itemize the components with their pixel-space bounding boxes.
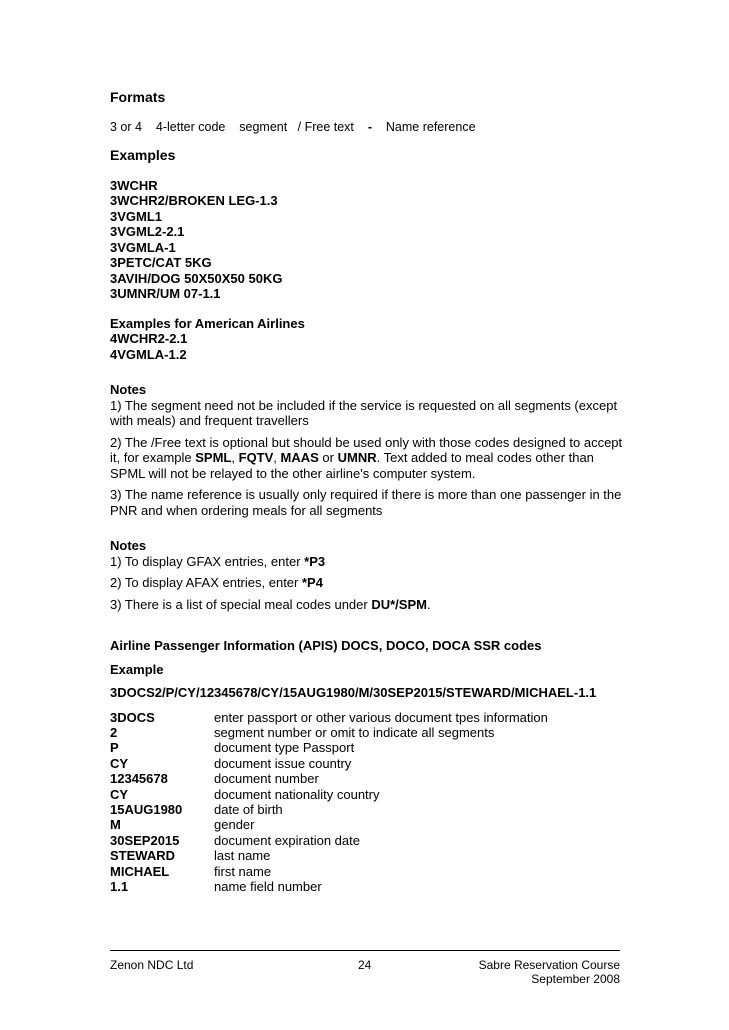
apis-desc: segment number or omit to indicate all segments: [214, 724, 495, 740]
formats-line: [110, 120, 630, 136]
apis-table: [110, 710, 630, 895]
note-text-part: 1) To display GFAX entries, enter: [110, 553, 305, 569]
apis-field: 1.1: [110, 878, 129, 894]
notes-section-1: [110, 382, 630, 518]
format-part: Name reference: [385, 120, 476, 134]
apis-field: 15AUG1980: [110, 801, 183, 817]
footer-course: [479, 958, 620, 986]
note-text-part: or: [318, 450, 338, 465]
note-text: [110, 575, 630, 591]
note-text: [110, 597, 630, 613]
apis-desc: document type Passport: [214, 740, 355, 756]
apis-field: 12345678: [110, 771, 168, 787]
apis-desc: document expiration date: [214, 832, 360, 848]
format-part: 3 or 4: [110, 120, 142, 134]
note-text-part: 3) There is a list of special meal codes under: [110, 596, 372, 612]
page-footer: [110, 950, 620, 986]
apis-desc: document issue country: [214, 755, 352, 771]
notes-section-2: [110, 538, 630, 612]
format-part: segment: [239, 120, 288, 134]
apis-desc: document nationality country: [214, 786, 380, 802]
apis-field: P: [110, 740, 119, 756]
apis-field: STEWARD: [110, 848, 175, 864]
formats-heading: Formats: [110, 89, 166, 105]
note-text-part: 2) The /Free text is optional but should be used only with those codes designed to accept it, for example: [110, 434, 623, 465]
example-code: 3VGML2-2.1: [110, 224, 185, 239]
note-text: [110, 435, 630, 482]
apis-desc: enter passport or other various document tpes information: [214, 709, 548, 725]
example-code: 3WCHR: [110, 177, 158, 193]
command-code: *P3: [304, 553, 326, 569]
american-examples: [110, 316, 630, 363]
apis-desc: document number: [214, 771, 319, 787]
apis-field: 30SEP2015: [110, 832, 180, 848]
note-text-part: .: [426, 596, 431, 612]
format-part: / Free text: [297, 120, 354, 134]
footer-page-number: 24: [358, 958, 372, 972]
apis-field: CY: [110, 755, 129, 771]
apis-desc: gender: [214, 817, 255, 833]
meal-code: SPML: [195, 450, 232, 465]
note-text-part: 2) To display AFAX entries, enter: [110, 575, 302, 590]
apis-desc: first name: [214, 863, 272, 879]
apis-desc: name field number: [214, 878, 322, 894]
apis-desc: last name: [214, 848, 271, 864]
footer-company: Zenon NDC Ltd: [110, 958, 194, 972]
apis-field: 2: [110, 724, 118, 740]
notes-heading: Notes: [110, 382, 147, 397]
examples-list: [110, 178, 630, 302]
meal-code: FQTV: [238, 450, 274, 465]
command-code: DU*/SPM: [371, 596, 427, 612]
example-code: 3VGMLA-1: [110, 239, 176, 255]
footer-date: September 2008: [531, 972, 620, 986]
american-code: 4VGMLA-1.2: [110, 346, 187, 362]
note-text-part: ,: [231, 450, 239, 465]
example-code: 3PETC/CAT 5KG: [110, 255, 212, 270]
apis-example-code: 3DOCS2/P/CY/12345678/CY/15AUG1980/M/30SEP2015/STEWARD/MICHAEL-1.1: [110, 685, 597, 700]
apis-example-heading: Example: [110, 661, 164, 677]
footer-course-title: Sabre Reservation Course: [478, 958, 620, 972]
american-code: 4WCHR2-2.1: [110, 331, 188, 346]
apis-field: 3DOCS: [110, 709, 155, 725]
example-code: 3VGML1: [110, 208, 163, 224]
apis-desc: date of birth: [214, 801, 283, 817]
apis-heading: Airline Passenger Information (APIS) DOCS, DOCO, DOCA SSR codes: [110, 638, 542, 653]
note-text-part: ,: [273, 450, 281, 465]
apis-field: M: [110, 817, 121, 833]
examples-heading: Examples: [110, 146, 176, 163]
page-content: [110, 88, 630, 894]
example-code: 3WCHR2/BROKEN LEG-1.3: [110, 193, 278, 208]
note-text: 3) The name reference is usually only required if there is more than one passenger in the PNR and when ordering meals for all segments: [110, 487, 622, 518]
meal-code: UMNR: [337, 450, 377, 465]
meal-code: MAAS: [280, 450, 319, 465]
notes-heading: Notes: [110, 538, 147, 553]
format-part: -: [367, 120, 372, 134]
note-text: [110, 554, 630, 570]
note-text: 1) The segment need not be included if the service is requested on all segments (except with meals) and frequent travellers: [110, 397, 618, 428]
command-code: *P4: [301, 575, 323, 590]
note-text-part: . Text added to meal codes other than SPML will not be relayed to the other airline's computer system.: [110, 450, 594, 481]
american-heading: Examples for American Airlines: [110, 315, 305, 331]
apis-field: CY: [110, 786, 129, 802]
example-code: 3AVIH/DOG 50X50X50 50KG: [110, 270, 283, 286]
apis-field: MICHAEL: [110, 863, 170, 879]
format-part: 4-letter code: [155, 120, 226, 134]
example-code: 3UMNR/UM 07-1.1: [110, 286, 221, 301]
